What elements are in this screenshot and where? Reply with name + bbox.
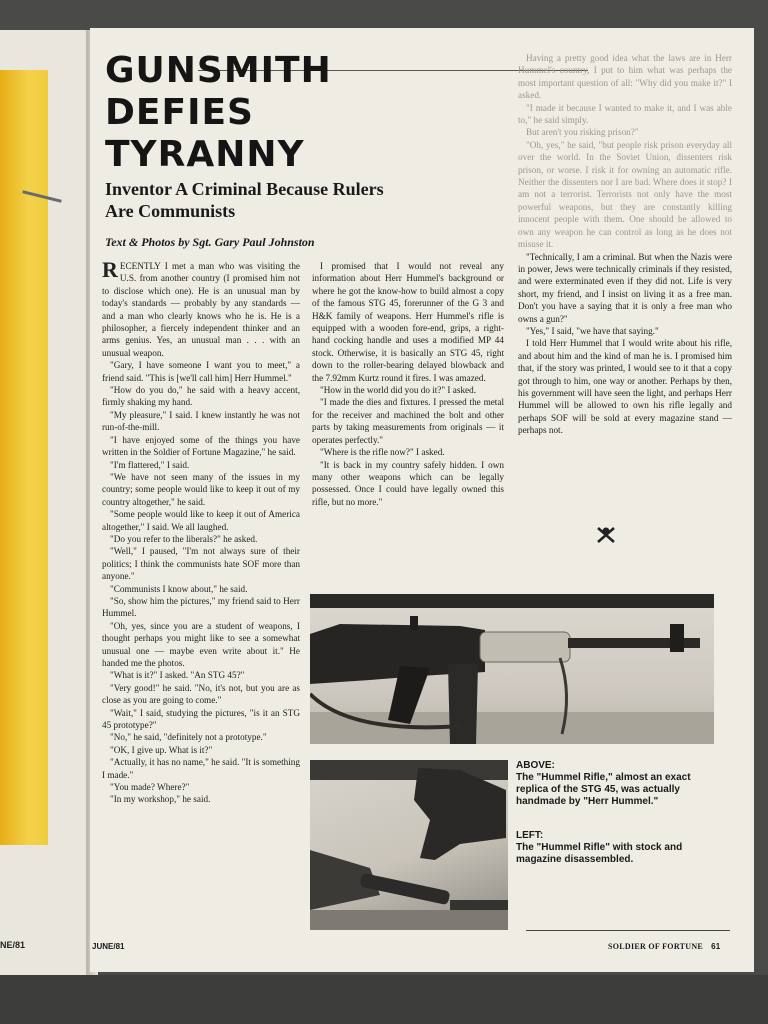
ad-stripe (22, 190, 62, 203)
headline-line-2: DEFIES (105, 92, 254, 133)
paragraph: "How do you do," he said with a heavy accent, firmly shaking my hand. (102, 385, 300, 408)
paragraph: "You made? Where?" (110, 782, 190, 793)
paragraph: "Oh, yes, since you are a student of weapons, I thought perhaps you might like to see a somewhat unusual one — maybe even write about it." He handed me the photos. (102, 620, 300, 668)
subhead-line-2: Are Communists (105, 201, 236, 221)
caption-above-text: The "Hummel Rifle," almost an exact replica of the STG 45, was actually handmade by "Herr Hummel." (516, 772, 691, 807)
footer-masthead (608, 942, 721, 951)
paragraph: "Actually, it has no name," he said. "It is something I made." (102, 757, 300, 780)
paragraph: "OK, I give up. What is it?" (110, 744, 213, 755)
paragraph: "Where is the rifle now?" I asked. (320, 447, 445, 458)
page-number: 61 (711, 942, 721, 951)
rifle-illustration (310, 594, 714, 744)
paragraph: Having a pretty good idea what the laws are in Herr Hummel's country, I put to him what was perhaps the most important question of all: "Why did you make it?" I asked. (518, 53, 732, 101)
paragraph: "My pleasure," I said. I knew instantly he was not run-of-the-mill. (102, 409, 300, 433)
rifle-photo (310, 594, 714, 744)
paragraph: I told Herr Hummel that I would write about his rifle, and about him and the kind of man he is. I promised him that, if the story was printed, I would see to it that a copy got through to him, one way or another. Perhaps by then, his government will have seen the light, and perhaps Herr Hummel will be allowed to own his rifle legally and perhaps SOF will be sold at every magazine stand — perhaps not. (518, 338, 732, 436)
caption-left-text: The "Hummel Rifle" with stock and magazine disassembled. (516, 842, 683, 865)
paragraph: "I made the dies and fixtures. I pressed the metal for the receiver and machined the bolt and other parts by taking measurements from originals — it operates perfectly." (312, 397, 504, 445)
magazine-name: SOLDIER OF FORTUNE (608, 942, 704, 951)
paragraph: "Communists I know about," he said. (110, 583, 248, 594)
left-page-edge (0, 30, 92, 975)
paragraph: "It is back in my country safely hidden. I own many other weapons which can be legally possessed. Once I could have legally owned this rifle, but no more." (312, 459, 504, 507)
footer-rule (526, 930, 730, 931)
paragraph: "I made it because I wanted to make it, and I was able to," he said simply. (518, 102, 732, 126)
headline-line-3: TYRANNY (105, 134, 305, 175)
left-page-folio: NE/81 (0, 940, 26, 950)
paragraph: "So, show him the pictures," my friend said to Herr Hummel. (102, 595, 300, 619)
paragraph: "No," he said, "definitely not a prototype." (110, 732, 267, 743)
paragraph: "How in the world did you do it?" I asked. (320, 385, 477, 396)
magazine-page (90, 28, 754, 972)
caption-above-heading: ABOVE: (516, 760, 555, 771)
subheadline (105, 178, 505, 222)
paragraph: "Very good!" he said. "No, it's not, but you are as close as you are going to come." (102, 682, 300, 706)
footer-date: JUNE/81 (92, 942, 125, 951)
paragraph: But aren't you risking prison?" (526, 127, 639, 138)
paragraph: "Gary, I have someone I want you to meet," a friend said. "This is [we'll call him] Herr Hummel." (102, 360, 300, 383)
paragraph: "We have not seen many of the issues in my country; some people would like to keep it out of my country altogether," he said. (102, 471, 300, 507)
subhead-line-1: Inventor A Criminal Because Rulers (105, 179, 384, 199)
paragraph: "I'm flattered," I said. (110, 459, 190, 470)
disassembled-illustration (310, 760, 508, 930)
headline-line-1: GUNSMITH (105, 50, 332, 91)
paragraph: "Yes," I said, "we have that saying." (526, 325, 659, 336)
paragraph: "Well," I paused, "I'm not always sure of their politics; I think the communists hate SOF more than anyone." (102, 546, 300, 582)
drop-cap: R (102, 260, 118, 282)
photo-captions (516, 760, 716, 930)
article-column-1 (102, 260, 300, 935)
article-column-2 (312, 260, 504, 590)
yellow-advertisement (0, 70, 48, 845)
paragraph: "In my workshop," he said. (110, 794, 211, 805)
paragraph: "Oh, yes," he said, "but people risk prison everyday all over the world. In the Soviet Union, dissenters risk prison, or worse. I risk it for owning an automatic rifle. Neither the dissenters nor I are bad. Where does it stop? I am not a terrorist. Terrorists not only have the most powerful weapons, but they are constantly killing innocent people with them. One should be allowed to own any weapon he can control as long as he does not misuse it. (518, 139, 732, 250)
paragraph: "I have enjoyed some of the things you have written in the Soldier of Fortune Magazine," he said. (102, 434, 300, 458)
end-mark-logo-icon (595, 524, 617, 546)
paragraph: "Do you refer to the liberals?" he asked. (110, 533, 258, 544)
paragraph: I promised that I would not reveal any information about Herr Hummel's background or where he got the know-how to build almost a copy of the famous STG 45, forerunner of the G 3 and H&K family of weapons. Herr Hummel's rifle is equipped with a wooden fore-end, grips, a right-hand cocking handle and uses a modified MP 44 stock. Otherwise, it is basically an STG 45, right down to the roller-bearing delayed blowback and the 7.92mm Kurtz round it fires. I was amazed. (312, 261, 504, 383)
paragraph: "Technically, I am a criminal. But when the Nazis were in power, Jews were technically criminals if they resisted, and were exterminated even if they did not. Life is very short, my friend, and I insist on living it as a free man. Don't you have a saying that it is only a free man who owns a gun?" (518, 251, 732, 324)
article-column-3 (518, 52, 732, 530)
paragraph: RECENTLY I met a man who was visiting the U.S. from another country (I promised him not to disclose which one). He is an unusual man by today's standards — probably by any standards — and a man who clearly knows who he is. He is a philosopher, a fiercely independent thinker and an arms genius. Yes, an unusual man . . . with an unusual weapon. (102, 260, 300, 358)
paragraph: "What is it?" I asked. "An STG 45?" (110, 670, 245, 681)
paragraph: "Some people would like to keep it out of America altogether," I said. We all laughed. (102, 509, 300, 532)
byline: Text & Photos by Sgt. Gary Paul Johnston (105, 235, 315, 249)
headline (105, 50, 425, 176)
paragraph: "Wait," I said, studying the pictures, "is it an STG 45 prototype?" (102, 707, 300, 731)
table-surface (0, 975, 768, 1024)
caption-left-heading: LEFT: (516, 830, 544, 841)
disassembled-rifle-photo (310, 760, 508, 930)
